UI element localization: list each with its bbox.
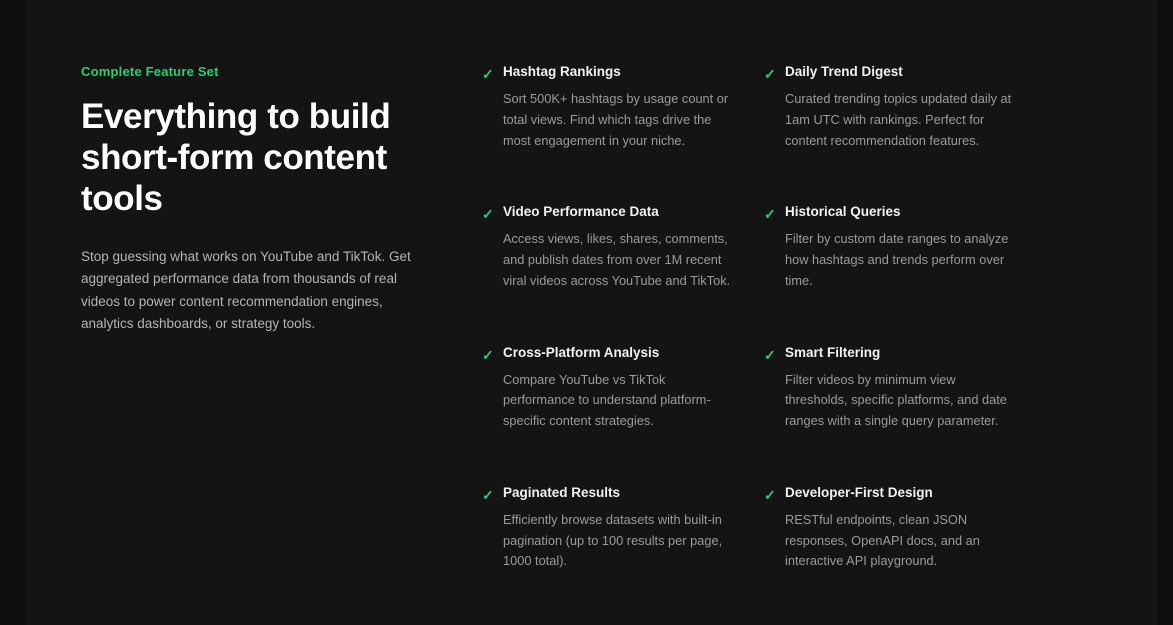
feature-item xyxy=(764,204,1046,301)
feature-item xyxy=(482,345,764,442)
feature-item xyxy=(482,64,764,161)
check-icon: ✓ xyxy=(764,346,776,363)
feature-body xyxy=(785,345,1046,432)
feature-body xyxy=(503,64,764,151)
feature-item xyxy=(764,485,1046,582)
feature-body xyxy=(785,64,1046,151)
check-icon: ✓ xyxy=(764,486,776,503)
check-icon: ✓ xyxy=(764,66,776,82)
check-icon: ✓ xyxy=(482,66,494,82)
feature-title: Smart Filtering xyxy=(785,344,881,360)
feature-title: Daily Trend Digest xyxy=(785,64,903,79)
feature-title: Paginated Results xyxy=(503,484,621,500)
feature-description: Sort 500K+ hashtags by usage count or total views. Find which tags drive the most engagement in your niche. xyxy=(503,91,729,148)
feature-body xyxy=(503,485,764,572)
feature-description: Access views, likes, shares, comments, and publish dates from over 1M recent viral videos across YouTube and TikTok. xyxy=(503,231,731,288)
feature-item xyxy=(764,64,1046,161)
feature-description: Filter by custom date ranges to analyze how hashtags and trends perform over time. xyxy=(785,231,1009,288)
section-description: Stop guessing what works on YouTube and TikTok. Get aggregated performance data from thousands of real videos to power content recommendation engines, analytics dashboards, or strategy tools. xyxy=(81,248,411,332)
feature-body xyxy=(785,204,1046,291)
feature-grid xyxy=(482,64,1173,625)
page-title: Everything to build short-form content tools xyxy=(81,97,391,218)
feature-title: Historical Queries xyxy=(785,204,901,220)
section-eyebrow: Complete Feature Set xyxy=(81,64,219,79)
feature-item xyxy=(764,345,1046,442)
feature-item xyxy=(482,485,764,582)
feature-description: Efficiently browse datasets with built-in pagination (up to 100 results per page, 1000 total). xyxy=(503,511,723,569)
feature-title: Cross-Platform Analysis xyxy=(503,344,660,360)
feature-body xyxy=(785,485,1046,572)
feature-title: Video Performance Data xyxy=(503,204,659,220)
feature-item xyxy=(482,204,764,301)
feature-description: RESTful endpoints, clean JSON responses, OpenAPI docs, and an interactive API playground. xyxy=(785,511,980,569)
check-icon: ✓ xyxy=(482,346,494,363)
check-icon: ✓ xyxy=(482,486,494,503)
feature-description: Filter videos by minimum view thresholds, specific platforms, and date ranges with a single query parameter. xyxy=(785,371,1007,429)
intro-column xyxy=(81,64,481,625)
feature-description: Compare YouTube vs TikTok performance to understand platform-specific content strategies. xyxy=(503,371,711,429)
feature-body xyxy=(503,204,764,291)
check-icon: ✓ xyxy=(764,206,776,223)
check-icon: ✓ xyxy=(482,206,494,223)
feature-description: Curated trending topics updated daily at 1am UTC with rankings. Perfect for content recommendation features. xyxy=(785,91,1012,148)
feature-title: Hashtag Rankings xyxy=(503,64,621,79)
feature-title: Developer-First Design xyxy=(785,484,933,500)
feature-body xyxy=(503,345,764,432)
